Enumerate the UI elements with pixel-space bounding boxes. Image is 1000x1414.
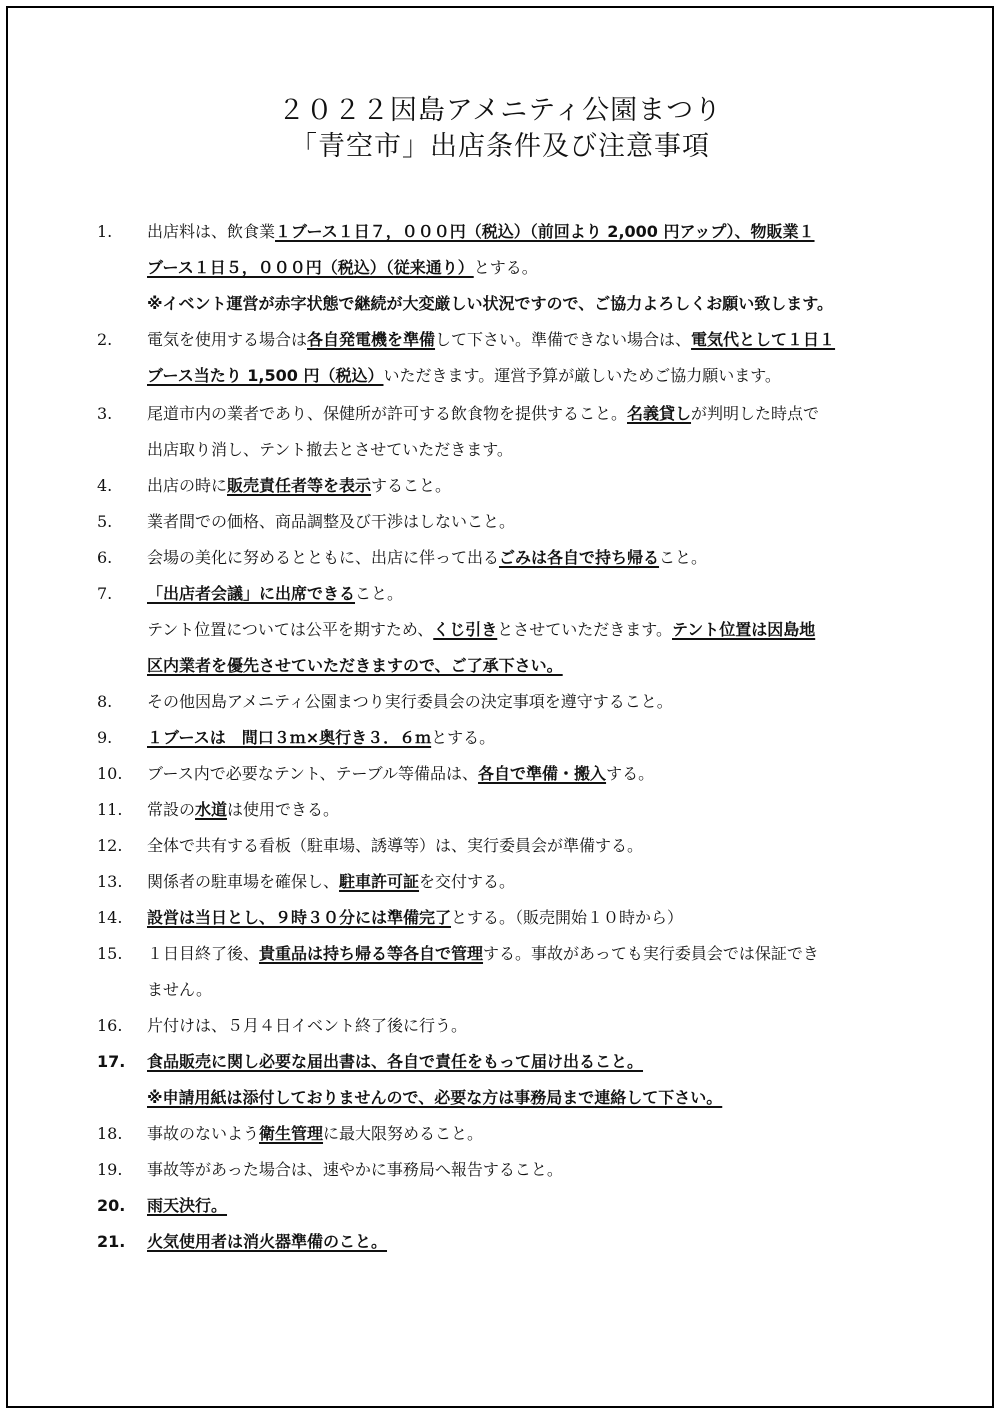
list-item-15 bbox=[8, 940, 992, 968]
list-item-17-note bbox=[8, 1084, 992, 1112]
item-emphasis: 「出店者会議」に出席できる bbox=[147, 584, 356, 603]
list-item-20 bbox=[8, 1192, 992, 1220]
item-number: 13. bbox=[97, 872, 123, 891]
list-item-14 bbox=[8, 904, 992, 932]
item-emphasis: １ブースは 間口３ｍ×奥行き３．６ｍ bbox=[147, 728, 432, 747]
list-item-6 bbox=[8, 544, 992, 572]
item-text: する。 bbox=[606, 764, 655, 783]
item-emphasis: ごみは各自で持ち帰る bbox=[499, 548, 660, 567]
item-text: ません。 bbox=[147, 980, 212, 999]
item-text: こと。 bbox=[659, 548, 708, 567]
list-item-8 bbox=[8, 688, 992, 716]
item-text: が判明した時点で bbox=[691, 404, 820, 423]
list-item-1-cont bbox=[8, 254, 992, 282]
list-item-18 bbox=[8, 1120, 992, 1148]
item-number: 14. bbox=[97, 908, 123, 927]
item-text: 出店取り消し、テント撤去とさせていただきます。 bbox=[147, 440, 513, 459]
item-text: を交付する。 bbox=[419, 872, 516, 891]
item-emphasis: 各自発電機を準備 bbox=[307, 330, 436, 349]
list-item-2 bbox=[8, 326, 992, 354]
list-item-5 bbox=[8, 508, 992, 536]
item-number: 18. bbox=[97, 1124, 123, 1143]
item-number: 20. bbox=[97, 1196, 126, 1215]
item-text: とする。（販売開始１０時から） bbox=[451, 908, 684, 927]
item-emphasis: 水道 bbox=[195, 800, 228, 819]
document-page bbox=[6, 6, 994, 1408]
item-text: 全体で共有する看板（駐車場、誘導等）は、実行委員会が準備する。 bbox=[147, 836, 644, 855]
item-text: とする。 bbox=[431, 728, 496, 747]
item-text: その他因島アメニティ公園まつり実行委員会の決定事項を遵守すること。 bbox=[147, 692, 673, 711]
list-item-17 bbox=[8, 1048, 992, 1076]
item-text: 出店料は、飲食業 bbox=[147, 222, 276, 241]
item-text: 事故のないよう bbox=[147, 1124, 260, 1143]
item-emphasis: 駐車許可証 bbox=[339, 872, 420, 891]
item-number: 21. bbox=[97, 1232, 126, 1251]
item-emphasis: 火気使用者は消火器準備のこと。 bbox=[147, 1232, 388, 1251]
item-text: こと。 bbox=[355, 584, 404, 603]
item-number: 8. bbox=[97, 692, 113, 711]
item-emphasis: 食品販売に関し必要な届出書は、各自で責任をもって届け出ること。 bbox=[147, 1052, 644, 1071]
item-number: 11. bbox=[97, 800, 123, 819]
item-emphasis: １ブース１日７，０００円（税込）（前回より 2,000 円アップ）、物販業１ bbox=[275, 222, 815, 241]
item-emphasis: ブース１日５，０００円（税込）（従来通り） bbox=[147, 258, 474, 277]
item-emphasis: 設営は当日とし、９時３０分には準備完了 bbox=[147, 908, 452, 927]
list-item-11 bbox=[8, 796, 992, 824]
item-emphasis: 雨天決行。 bbox=[147, 1196, 228, 1215]
item-emphasis: 販売責任者等を表示 bbox=[227, 476, 372, 495]
item-note: ※イベント運営が赤字状態で継続が大変厳しい状況ですので、ご協力よろしくお願い致します。 bbox=[147, 294, 833, 313]
item-number: 10. bbox=[97, 764, 123, 783]
list-item-12 bbox=[8, 832, 992, 860]
item-note: ※申請用紙は添付しておりませんので、必要な方は事務局まで連絡して下さい。 bbox=[147, 1088, 723, 1107]
item-text: すること。 bbox=[371, 476, 452, 495]
item-number: 7. bbox=[97, 584, 113, 603]
item-number: 4. bbox=[97, 476, 113, 495]
item-number: 5. bbox=[97, 512, 113, 531]
item-text: とする。 bbox=[473, 258, 538, 277]
list-item-1-note bbox=[8, 290, 992, 318]
item-text: 会場の美化に努めるとともに、出店に伴って出る bbox=[147, 548, 500, 567]
list-item-3-cont bbox=[8, 436, 992, 464]
list-item-1 bbox=[8, 218, 992, 246]
list-item-7-cont2 bbox=[8, 652, 992, 680]
item-text: して下さい。準備できない場合は、 bbox=[435, 330, 692, 349]
item-text: 事故等があった場合は、速やかに事務局へ報告すること。 bbox=[147, 1160, 563, 1179]
item-text: とさせていただきます。 bbox=[497, 620, 672, 639]
list-item-21 bbox=[8, 1228, 992, 1256]
list-item-4 bbox=[8, 472, 992, 500]
item-text: いただきます。運営予算が厳しいためご協力願います。 bbox=[383, 366, 781, 385]
item-emphasis: 衛生管理 bbox=[259, 1124, 324, 1143]
item-number: 2. bbox=[97, 330, 113, 349]
item-number: 19. bbox=[97, 1160, 123, 1179]
item-emphasis: 貴重品は持ち帰る等各自で管理 bbox=[259, 944, 484, 963]
item-text: １日目終了後、 bbox=[147, 944, 260, 963]
item-text: 業者間での価格、商品調整及び干渉はしないこと。 bbox=[147, 512, 516, 531]
item-number: 6. bbox=[97, 548, 113, 567]
item-text: 尾道市内の業者であり、保健所が許可する飲食物を提供すること。 bbox=[147, 404, 628, 423]
item-text: は使用できる。 bbox=[227, 800, 340, 819]
item-number: 3. bbox=[97, 404, 113, 423]
item-emphasis: 区内業者を優先させていただきますので、ご了承下さい。 bbox=[147, 656, 563, 675]
list-item-7 bbox=[8, 580, 992, 608]
item-number: 1. bbox=[97, 222, 113, 241]
item-text: に最大限努めること。 bbox=[323, 1124, 484, 1143]
item-text: する。事故があっても実行委員会では保証でき bbox=[483, 944, 819, 963]
item-text: 出店の時に bbox=[147, 476, 228, 495]
document-subtitle: 「青空市」出店条件及び注意事項 bbox=[290, 131, 710, 162]
item-text: テント位置については公平を期すため、 bbox=[147, 620, 434, 639]
item-number: 15. bbox=[97, 944, 123, 963]
list-item-9 bbox=[8, 724, 992, 752]
item-text: 常設の bbox=[147, 800, 196, 819]
item-emphasis: テント位置は因島地 bbox=[672, 620, 816, 639]
list-item-19 bbox=[8, 1156, 992, 1184]
list-item-15-cont bbox=[8, 976, 992, 1004]
item-text: 関係者の駐車場を確保し、 bbox=[147, 872, 340, 891]
item-number: 9. bbox=[97, 728, 113, 747]
item-emphasis: 各自で準備・搬入 bbox=[478, 764, 607, 783]
item-emphasis: ブース当たり 1,500 円（税込） bbox=[147, 366, 384, 385]
item-emphasis: くじ引き bbox=[433, 620, 498, 639]
item-text: 電気を使用する場合は bbox=[147, 330, 308, 349]
item-number: 16. bbox=[97, 1016, 123, 1035]
list-item-10 bbox=[8, 760, 992, 788]
list-item-16 bbox=[8, 1012, 992, 1040]
item-number: 17. bbox=[97, 1052, 126, 1071]
item-number: 12. bbox=[97, 836, 123, 855]
list-item-7-cont bbox=[8, 616, 992, 644]
document-title: ２０２２因島アメニティ公園まつり bbox=[277, 95, 723, 126]
item-text: ブース内で必要なテント、テーブル等備品は、 bbox=[147, 764, 479, 783]
item-emphasis: 電気代として１日１ bbox=[691, 330, 836, 349]
list-item-13 bbox=[8, 868, 992, 896]
item-emphasis: 名義貸し bbox=[627, 404, 692, 423]
item-text: 片付けは、５月４日イベント終了後に行う。 bbox=[147, 1016, 468, 1035]
list-item-2-cont bbox=[8, 362, 992, 390]
list-item-3 bbox=[8, 400, 992, 428]
